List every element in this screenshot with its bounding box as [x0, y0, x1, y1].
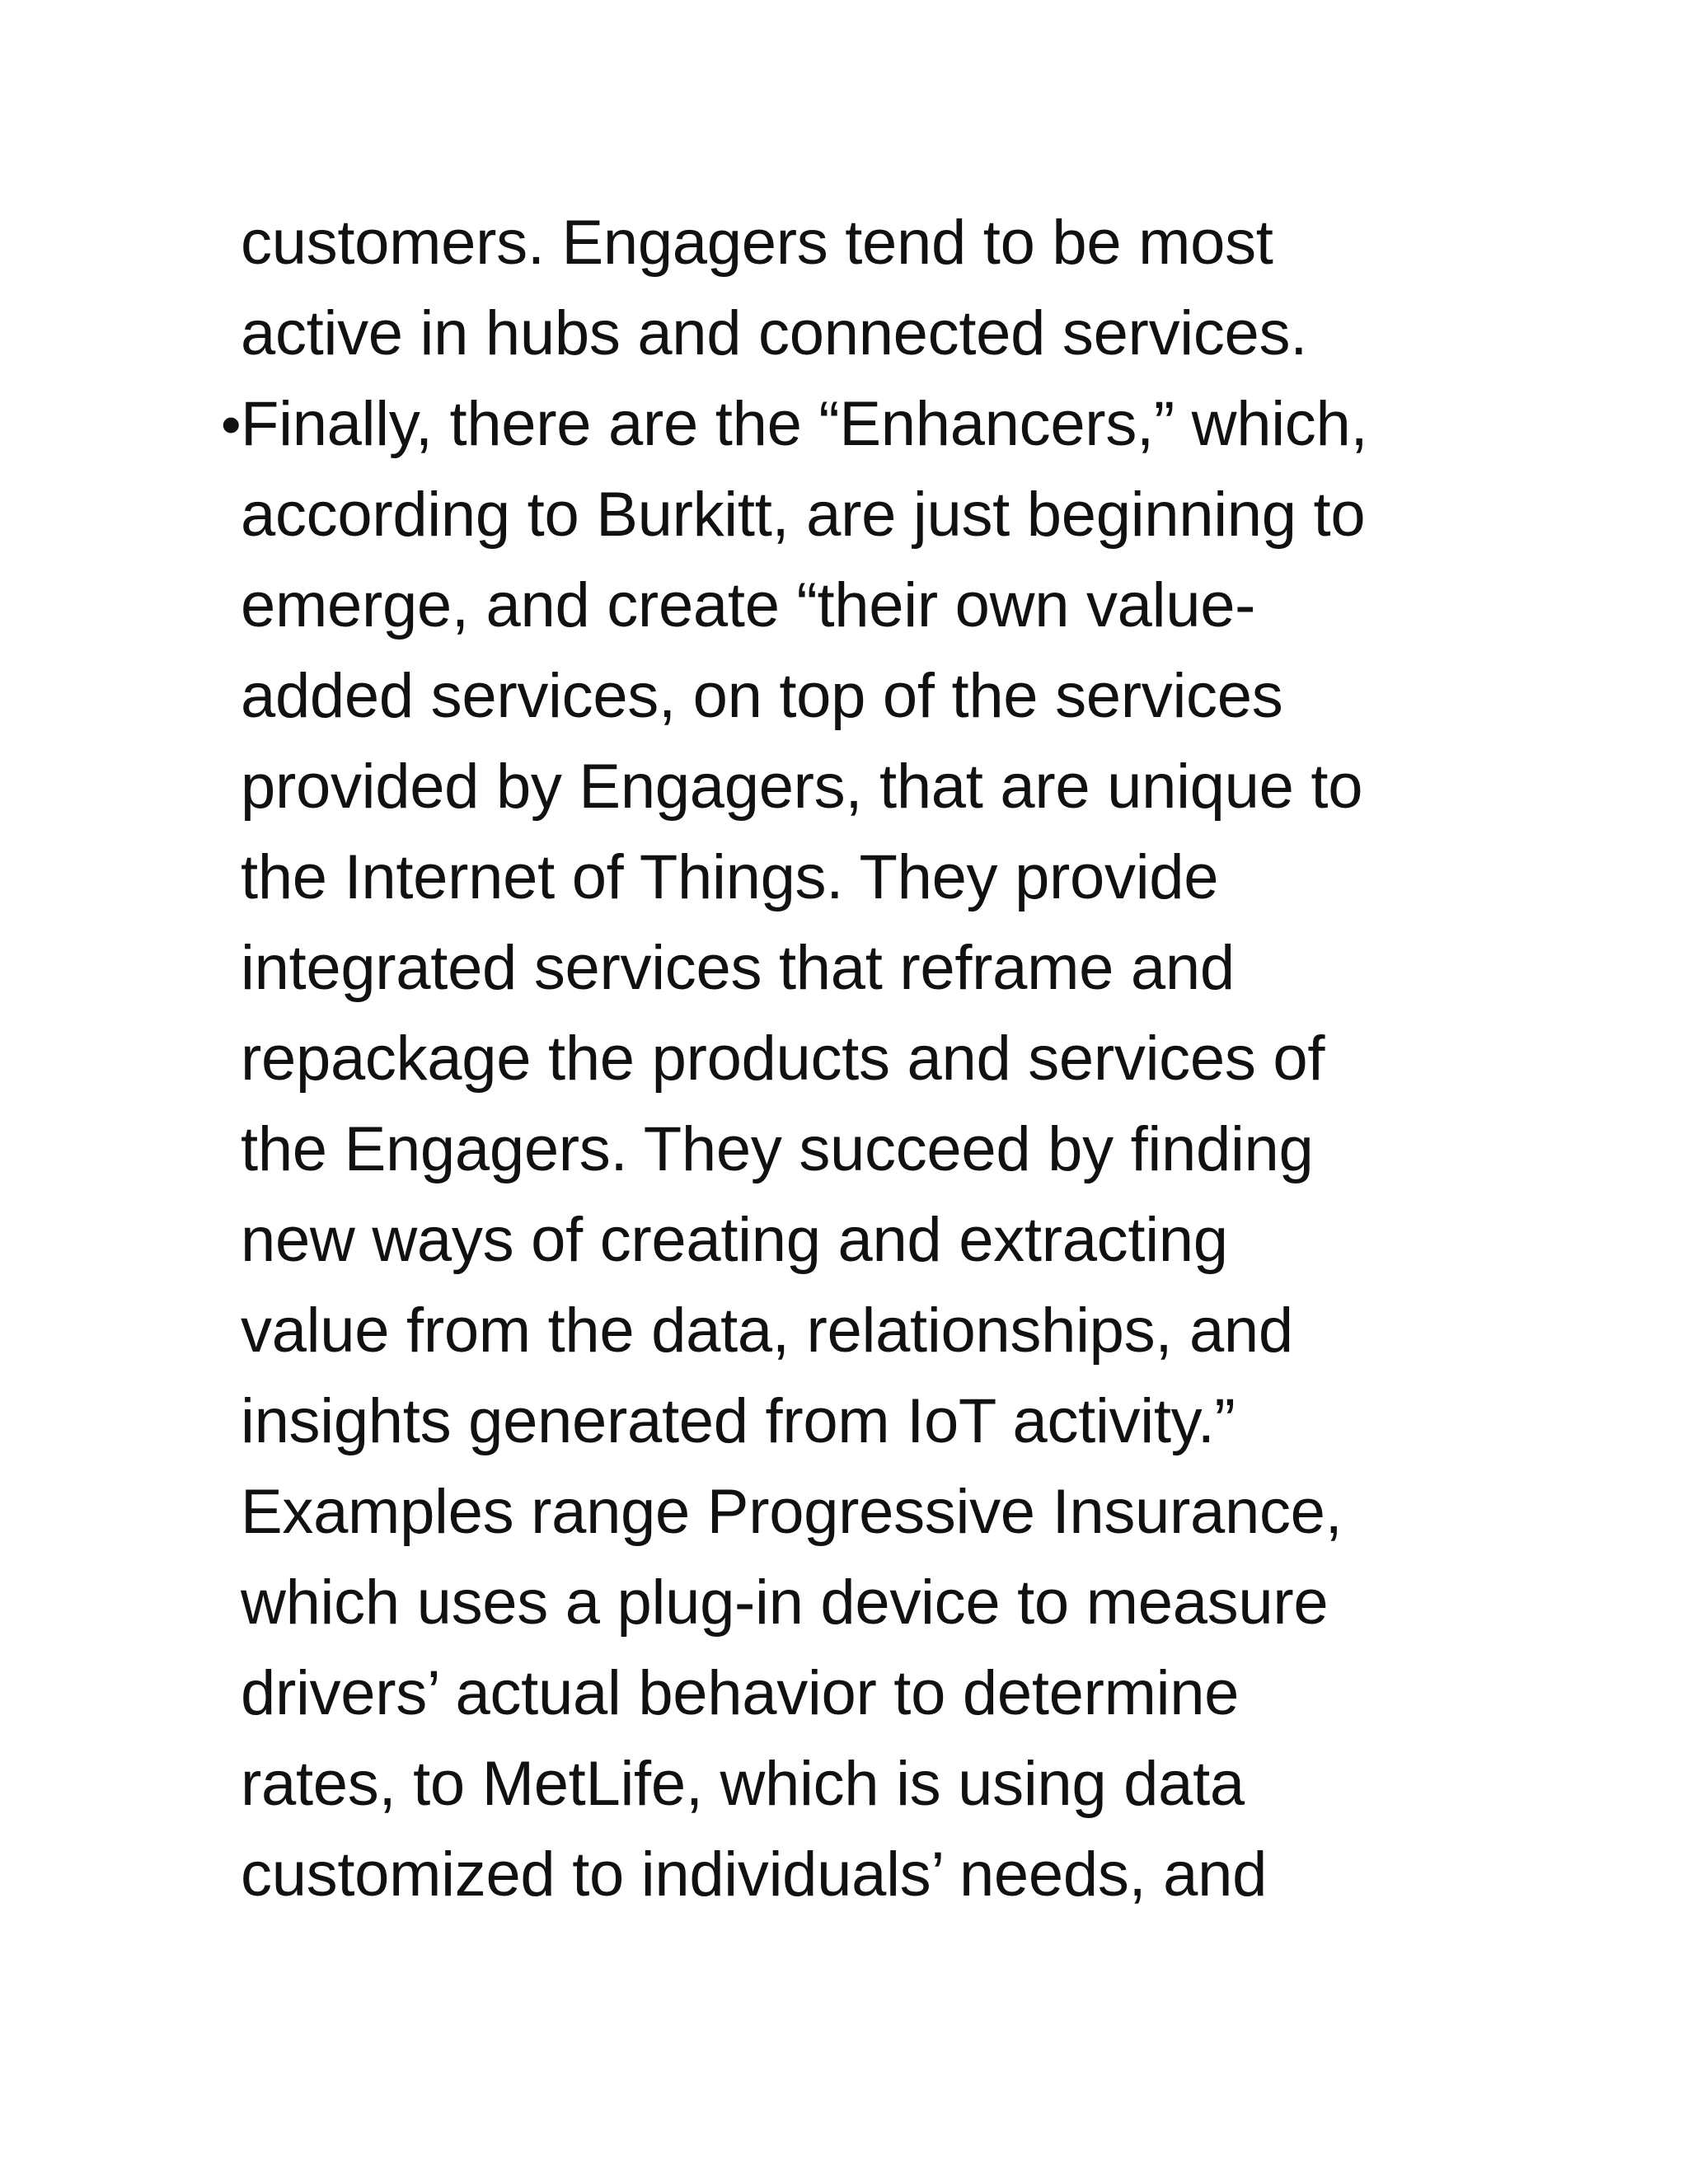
text-line: integrated services that reframe and — [241, 933, 1235, 1003]
text-line: Examples range Progressive Insurance, — [241, 1477, 1343, 1547]
text-line: Finally, there are the “Enhancers,” which, — [241, 389, 1368, 459]
text-line: active in hubs and connected services. — [241, 298, 1308, 368]
text-line: customers. Engagers tend to be most — [241, 208, 1273, 278]
text-line: the Engagers. They succeed by finding — [241, 1114, 1314, 1184]
bullet-item-line — [221, 379, 1543, 470]
text-line: added services, on top of the services — [241, 661, 1283, 731]
text-line: emerge, and create “their own value- — [241, 570, 1256, 640]
text-line: drivers’ actual behavior to determine — [241, 1658, 1240, 1728]
text-line: value from the data, relationships, and — [241, 1296, 1293, 1366]
text-line: customized to individuals’ needs, and — [241, 1840, 1268, 1910]
bullet-icon: • — [221, 392, 241, 457]
text-line: which uses a plug-in device to measure — [241, 1568, 1329, 1638]
body-text — [221, 198, 1543, 1920]
text-line: new ways of creating and extracting — [241, 1205, 1228, 1275]
text-line: the Internet of Things. They provide — [241, 842, 1219, 912]
text-line: rates, to MetLife, which is using data — [241, 1749, 1245, 1819]
text-line: repackage the products and services of — [241, 1024, 1325, 1094]
text-line: insights generated from IoT activity.” — [241, 1386, 1236, 1456]
text-line: according to Burkitt, are just beginning to — [241, 480, 1366, 550]
text-line: provided by Engagers, that are unique to — [241, 752, 1363, 822]
